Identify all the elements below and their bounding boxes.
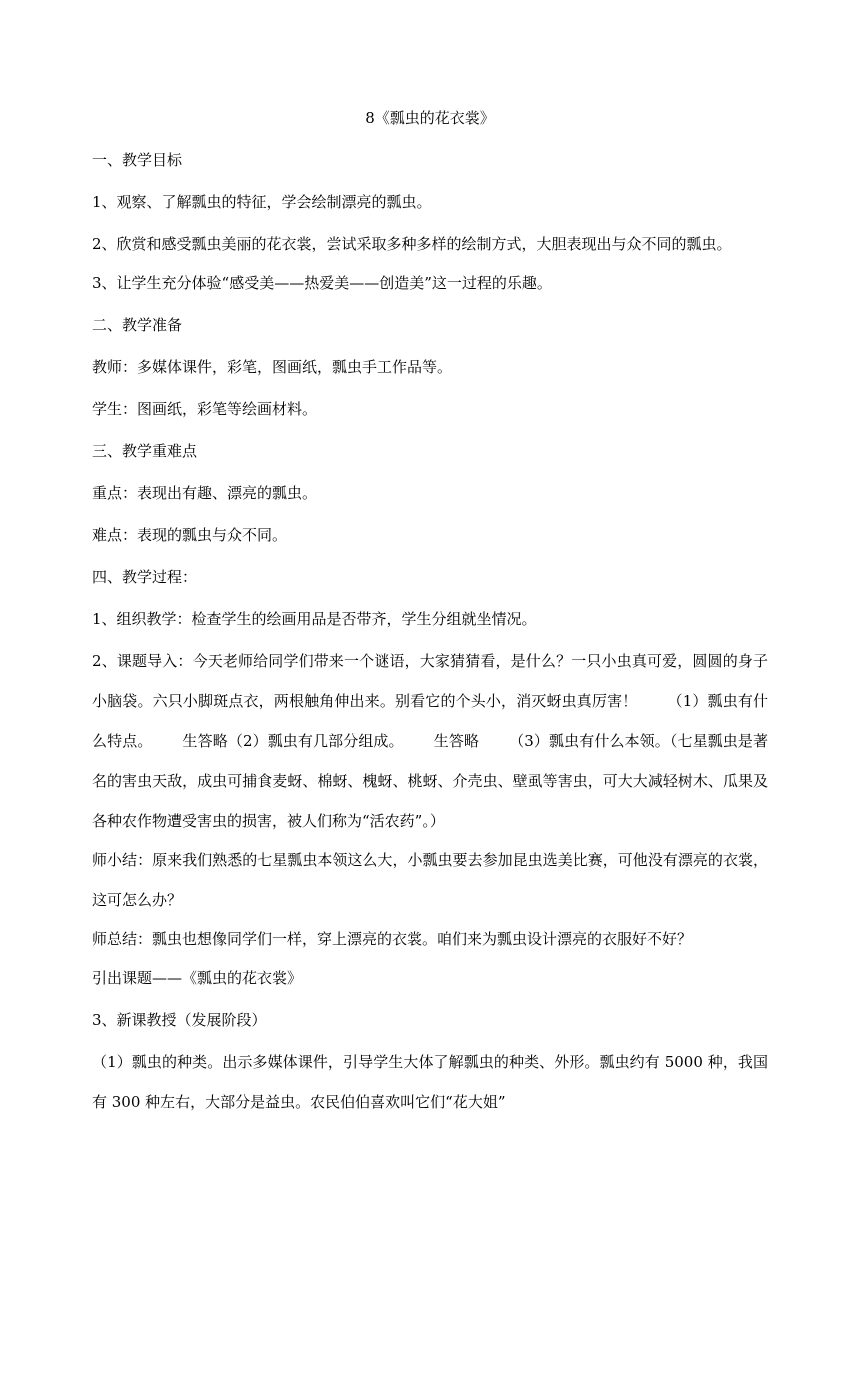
goal-2: 2、欣赏和感受瓢虫美丽的花衣裳，尝试采取多种多样的绘制方式，大胆表现出与众不同的瓢虫。: [92, 235, 732, 253]
process-step-1: 1、组织教学：检查学生的绘画用品是否带齐，学生分组就坐情况。: [92, 610, 537, 628]
document-page: [92, 108, 768, 1131]
key-point: 重点：表现出有趣、漂亮的瓢虫。: [92, 484, 318, 502]
question-1: （1）瓢虫有什么特点。: [92, 692, 768, 750]
question-3: （3）瓢虫有什么本领。（七星瓢虫是著名的害虫天敌，成虫可捕食麦蚜、棉蚜、槐蚜、桃蚜、介壳虫、壁虱等害虫，可大大减轻树木、瓜果及各种农作物遭受害虫的损害，被人们称为“活农药”。）: [92, 732, 768, 830]
teacher-summary-1: 师小结：原来我们熟悉的七星瓢虫本领这么大，小瓢虫要去参加昆虫选美比赛，可他没有漂亮的衣裳，这可怎么办？: [92, 851, 768, 909]
section-3-heading: 3、新课教授（发展阶段）: [92, 1011, 267, 1029]
process-step-2: [92, 641, 768, 841]
difficult-point: 难点：表现的瓢虫与众不同。: [92, 526, 288, 544]
answer-2: 生答略: [433, 732, 480, 750]
lesson-intro-text: 2、课题导入：今天老师给同学们带来一个谜语，大家猜猜看，是什么？一只小虫真可爱，圆圆的身子小脑袋。六只小脚斑点衣，两根触角伸出来。别看它的个头小，消灭蚜虫真厉害！: [92, 652, 768, 710]
heading-key-points: 三、教学重难点: [92, 442, 198, 460]
document-title: 8《瓢虫的花衣裳》: [365, 109, 495, 127]
heading-teaching-process: 四、教学过程：: [92, 568, 198, 586]
goal-3: 3、让学生充分体验“感受美——热爱美——创造美”这一过程的乐趣。: [92, 274, 552, 292]
prep-student: 学生：图画纸，彩笔等绘画材料。: [92, 400, 318, 418]
prep-teacher: 教师：多媒体课件，彩笔，图画纸，瓢虫手工作品等。: [92, 358, 453, 376]
heading-teaching-prep: 二、教学准备: [92, 316, 183, 334]
goal-1: 1、观察、了解瓢虫的特征，学会绘制漂亮的瓢虫。: [92, 193, 432, 211]
heading-teaching-goals: 一、教学目标: [92, 151, 183, 169]
lead-topic: 引出课题——《瓢虫的花衣裳》: [92, 969, 303, 987]
answer-1: 生答略（2）瓢虫有几部分组成。: [182, 732, 404, 750]
species-paragraph: （1）瓢虫的种类。出示多媒体课件，引导学生大体了解瓢虫的种类、外形。瓢虫约有 5000 种，我国有 300 种左右，大部分是益虫。农民伯伯喜欢叫它们“花大姐”: [92, 1053, 768, 1111]
teacher-summary-2: 师总结：瓢虫也想像同学们一样，穿上漂亮的衣裳。咱们来为瓢虫设计漂亮的衣服好不好？: [92, 930, 693, 948]
